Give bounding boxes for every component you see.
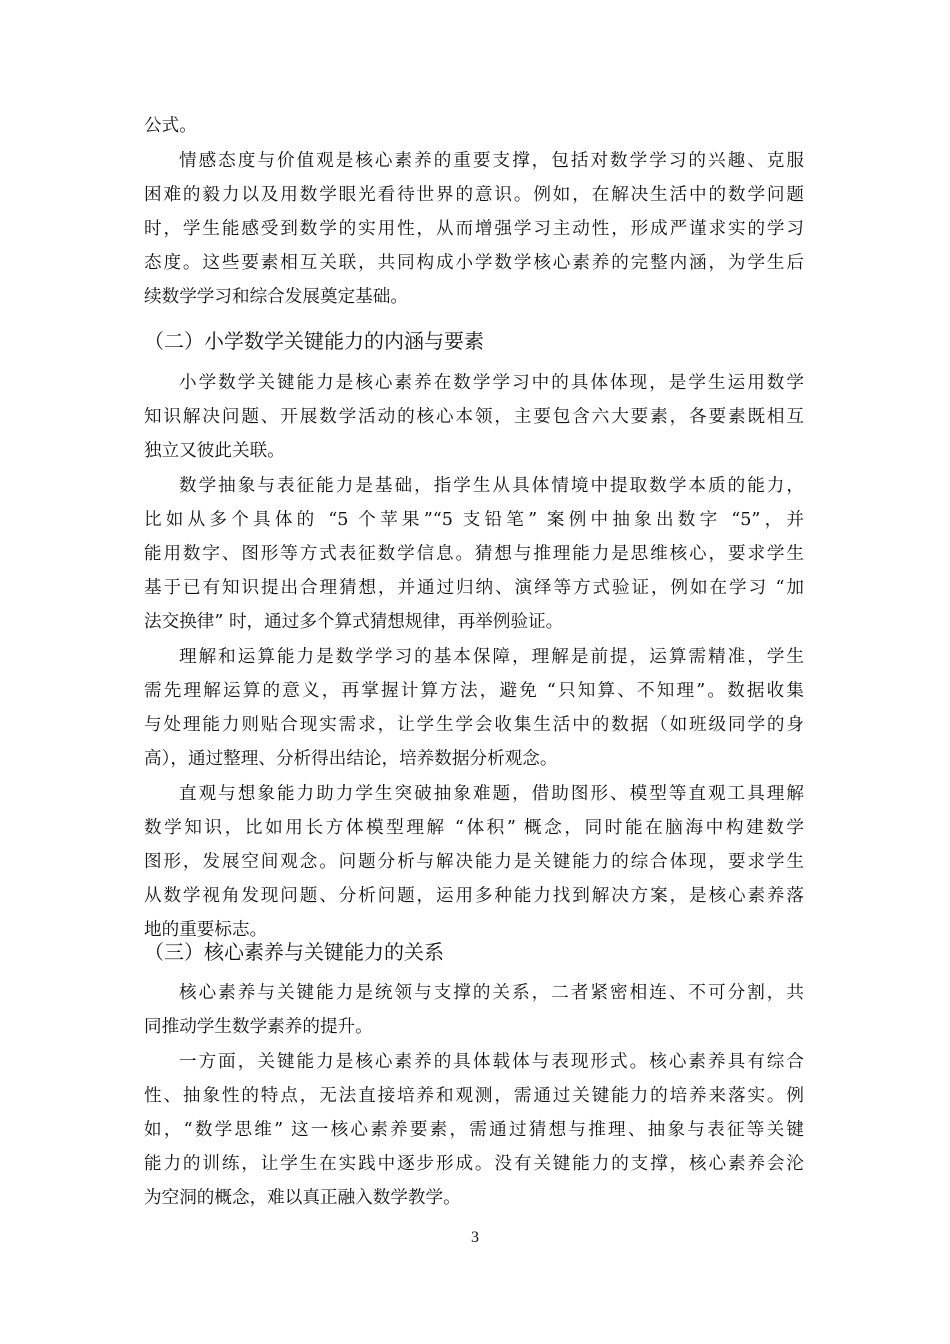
page-number: 3 [471, 1229, 479, 1246]
paragraph-line: 法交换律” 时，通过多个算式猜想规律，再举例验证。 [144, 612, 564, 632]
paragraph-line: 理解和运算能力是数学学习的基本保障，理解是前提，运算需精准，学生 [179, 647, 804, 667]
paragraph-line: 情感态度与价值观是核心素养的重要支撑，包括对数学学习的兴趣、克服 [179, 151, 804, 171]
paragraph-line: 图形，发展空间观念。问题分析与解决能力是关键能力的综合体现，要求学生 [144, 852, 804, 872]
paragraph-line: 性、抽象性的特点，无法直接培养和观测，需通过关键能力的培养来落实。例 [144, 1086, 804, 1106]
paragraph-line: 地的重要标志。 [144, 920, 268, 940]
paragraph-line: 困难的毅力以及用数学眼光看待世界的意识。例如，在解决生活中的数学问题 [144, 185, 804, 205]
section-heading: （二）小学数学关键能力的内涵与要素 [144, 329, 484, 353]
paragraph-line: 能用数字、图形等方式表征数学信息。猜想与推理能力是思维核心，要求学生 [144, 544, 804, 564]
paragraph-line: 数学抽象与表征能力是基础，指学生从具体情境中提取数学本质的能力， [179, 476, 804, 496]
paragraph-line: 一方面，关键能力是核心素养的具体载体与表现形式。核心素养具有综合 [179, 1052, 804, 1072]
paragraph-line: 核心素养与关键能力是统领与支撑的关系，二者紧密相连、不可分割，共 [179, 983, 804, 1003]
paragraph-line: 时，学生能感受到数学的实用性，从而增强学习主动性，形成严谨求实的学习 [144, 219, 804, 239]
paragraph-line: 公式。 [144, 116, 197, 136]
paragraph-line: 续数学学习和综合发展奠定基础。 [144, 287, 408, 307]
paragraph-line: 小学数学关键能力是核心素养在数学学习中的具体体现，是学生运用数学 [179, 373, 804, 393]
section-heading: （三）核心素养与关键能力的关系 [144, 940, 444, 964]
paragraph-line: 基于已有知识提出合理猜想，并通过归纳、演绎等方式验证，例如在学习 “加 [144, 578, 804, 598]
paragraph-line: 与处理能力则贴合现实需求，让学生学会收集生活中的数据（如班级同学的身 [144, 715, 804, 735]
paragraph-line: 比如从多个具体的 “5 个苹果”“5 支铅笔” 案例中抽象出数字 “5”，并 [144, 510, 804, 530]
paragraph-line: 独立又彼此关联。 [144, 441, 285, 461]
paragraph-line: 直观与想象能力助力学生突破抽象难题，借助图形、模型等直观工具理解 [179, 784, 804, 804]
paragraph-line: 数学知识，比如用长方体模型理解 “体积” 概念，同时能在脑海中构建数学 [144, 818, 804, 838]
paragraph-line: 态度。这些要素相互关联，共同构成小学数学核心素养的完整内涵，为学生后 [144, 253, 804, 273]
paragraph-line: 同推动学生数学素养的提升。 [144, 1017, 373, 1037]
paragraph-line: 高），通过整理、分析得出结论，培养数据分析观念。 [144, 749, 558, 769]
paragraph-line: 为空洞的概念，难以真正融入数学教学。 [144, 1188, 461, 1208]
paragraph-line: 知识解决问题、开展数学活动的核心本领，主要包含六大要素，各要素既相互 [144, 407, 804, 427]
paragraph-line: 如，“数学思维” 这一核心素养要素，需通过猜想与推理、抽象与表征等关键 [144, 1120, 804, 1140]
paragraph-line: 能力的训练，让学生在实践中逐步形成。没有关键能力的支撑，核心素养会沦 [144, 1154, 804, 1174]
paragraph-line: 需先理解运算的意义，再掌握计算方法，避免 “只知算、不知理”。数据收集 [144, 681, 804, 701]
paragraph-line: 从数学视角发现问题、分析问题，运用多种能力找到解决方案，是核心素养落 [144, 886, 804, 906]
